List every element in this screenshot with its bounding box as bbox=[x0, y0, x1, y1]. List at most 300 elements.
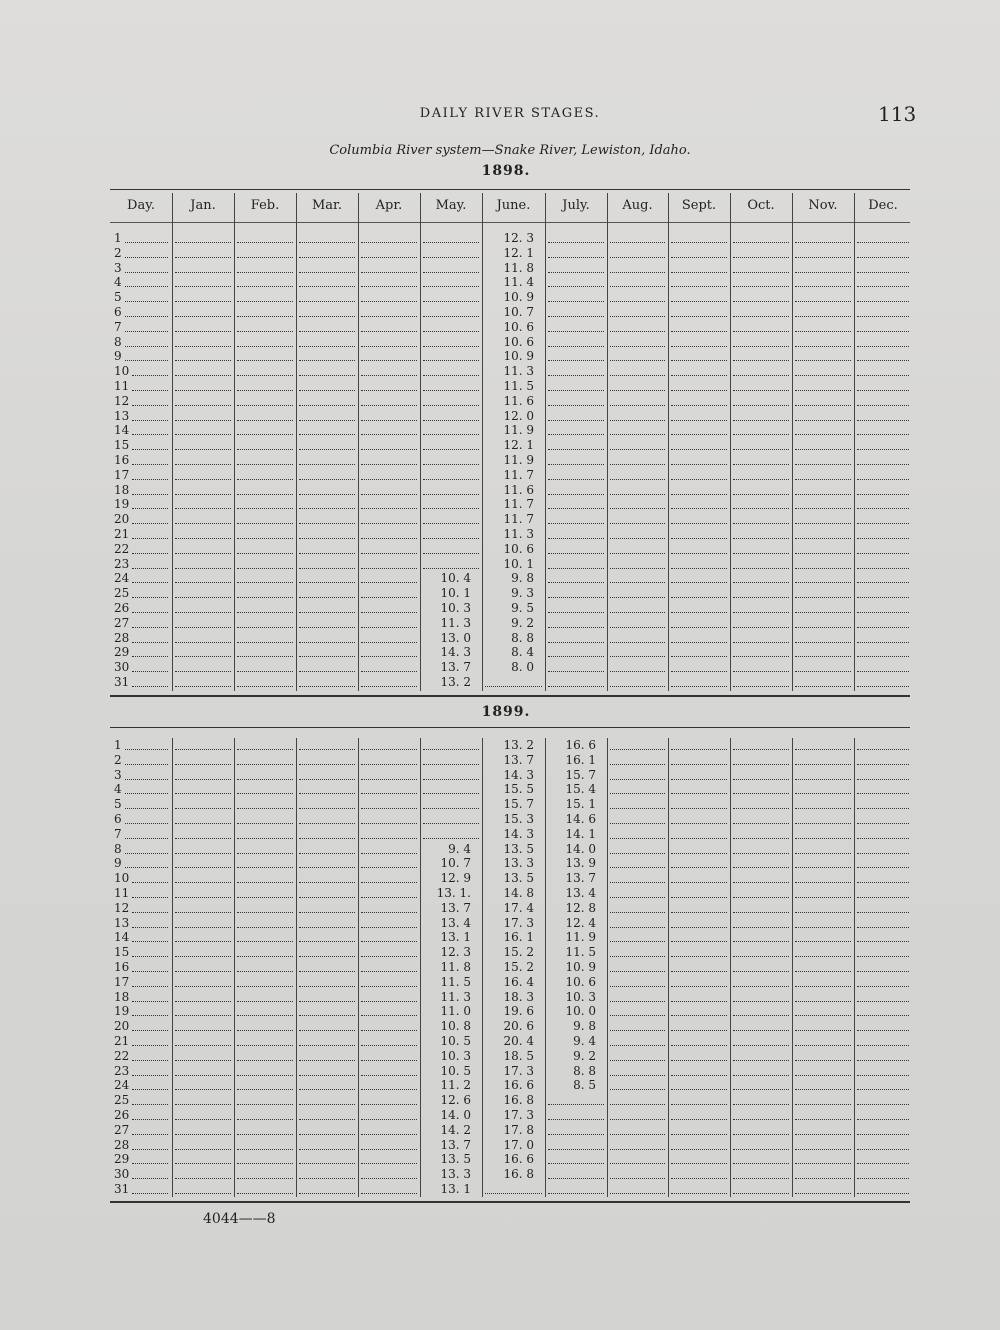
blank-entry bbox=[361, 642, 417, 643]
blank-entry bbox=[795, 1060, 851, 1061]
blank-entry bbox=[610, 779, 665, 780]
stage-value: 17. 8 bbox=[503, 1122, 534, 1137]
blank-entry bbox=[175, 897, 231, 898]
stage-value: 11. 2 bbox=[440, 1078, 471, 1093]
column-divider bbox=[668, 193, 669, 691]
blank-entry bbox=[610, 956, 665, 957]
stage-value: 17. 3 bbox=[503, 915, 534, 930]
blank-entry bbox=[795, 390, 851, 391]
leader-dots bbox=[132, 1178, 168, 1179]
column-divider bbox=[420, 193, 421, 691]
day-label: 27 bbox=[114, 1122, 130, 1137]
blank-entry bbox=[610, 764, 665, 765]
column-divider bbox=[234, 193, 235, 691]
column-divider bbox=[296, 738, 297, 1197]
leader-dots bbox=[132, 1119, 168, 1120]
blank-entry bbox=[795, 1193, 851, 1194]
blank-entry bbox=[175, 986, 231, 987]
day-label: 31 bbox=[114, 1182, 130, 1196]
blank-entry bbox=[671, 986, 727, 987]
blank-entry bbox=[857, 882, 909, 883]
blank-entry bbox=[610, 912, 665, 913]
column-header-oct: Oct. bbox=[747, 198, 775, 213]
blank-entry bbox=[299, 1149, 355, 1150]
blank-entry bbox=[610, 1134, 665, 1135]
stage-value: 12. 8 bbox=[565, 900, 596, 915]
year-heading-1898: 1898. bbox=[481, 163, 531, 179]
blank-entry bbox=[175, 671, 231, 672]
blank-entry bbox=[671, 1149, 727, 1150]
blank-entry bbox=[175, 1015, 231, 1016]
blank-entry bbox=[795, 568, 851, 569]
print-signature: 4044——8 bbox=[203, 1211, 276, 1227]
stage-value: 8. 0 bbox=[511, 660, 534, 675]
leader-dots bbox=[132, 1075, 168, 1076]
blank-entry bbox=[610, 882, 665, 883]
blank-entry bbox=[733, 360, 789, 361]
day-label: 12 bbox=[114, 900, 130, 915]
stage-value: 16. 8 bbox=[503, 1167, 534, 1182]
blank-entry bbox=[733, 375, 789, 376]
blank-entry bbox=[671, 1163, 727, 1164]
column-header-sept: Sept. bbox=[681, 198, 717, 213]
blank-entry bbox=[733, 464, 789, 465]
day-label: 26 bbox=[114, 1108, 130, 1122]
blank-entry bbox=[857, 971, 909, 972]
blank-entry bbox=[857, 671, 909, 672]
blank-entry bbox=[299, 1075, 355, 1076]
blank-entry bbox=[857, 405, 909, 406]
blank-entry bbox=[299, 301, 355, 302]
blank-entry bbox=[237, 882, 293, 883]
blank-entry bbox=[857, 242, 909, 243]
blank-entry bbox=[299, 582, 355, 583]
blank-entry bbox=[857, 286, 909, 287]
blank-entry bbox=[361, 449, 417, 450]
day-label: 29 bbox=[114, 645, 130, 660]
leader-dots bbox=[132, 1015, 168, 1016]
stage-value: 13. 1 bbox=[440, 1182, 471, 1196]
blank-entry bbox=[299, 597, 355, 598]
leader-dots bbox=[132, 597, 168, 598]
stage-value: 10. 3 bbox=[565, 989, 596, 1004]
blank-entry bbox=[671, 1178, 727, 1179]
blank-entry bbox=[857, 1119, 909, 1120]
table-top-rule bbox=[110, 727, 910, 728]
blank-entry bbox=[610, 1075, 665, 1076]
day-label: 14 bbox=[114, 930, 130, 945]
blank-entry bbox=[671, 331, 727, 332]
blank-entry bbox=[857, 434, 909, 435]
blank-entry bbox=[175, 853, 231, 854]
blank-entry bbox=[299, 331, 355, 332]
blank-entry bbox=[857, 853, 909, 854]
stage-value: 10. 6 bbox=[503, 319, 534, 334]
blank-entry bbox=[671, 612, 727, 613]
blank-entry bbox=[671, 1045, 727, 1046]
day-label: 21 bbox=[114, 1034, 130, 1048]
blank-entry bbox=[548, 494, 604, 495]
day-label: 30 bbox=[114, 1167, 130, 1182]
blank-entry bbox=[485, 686, 542, 687]
blank-entry bbox=[237, 1075, 293, 1076]
day-label: 20 bbox=[114, 512, 130, 527]
blank-entry bbox=[733, 449, 789, 450]
blank-entry bbox=[671, 523, 727, 524]
stage-value: 10. 5 bbox=[440, 1034, 471, 1048]
blank-entry bbox=[610, 257, 665, 258]
stage-value: 14. 2 bbox=[440, 1122, 471, 1137]
blank-entry bbox=[795, 1178, 851, 1179]
blank-entry bbox=[733, 612, 789, 613]
blank-entry bbox=[361, 360, 417, 361]
stage-value: 14. 1 bbox=[565, 826, 596, 841]
blank-entry bbox=[361, 464, 417, 465]
blank-entry bbox=[857, 508, 909, 509]
blank-entry bbox=[733, 346, 789, 347]
blank-entry bbox=[175, 286, 231, 287]
blank-entry bbox=[299, 316, 355, 317]
blank-entry bbox=[175, 823, 231, 824]
stage-value: 11. 3 bbox=[440, 989, 471, 1004]
blank-entry bbox=[237, 272, 293, 273]
blank-entry bbox=[299, 1001, 355, 1002]
blank-entry bbox=[548, 331, 604, 332]
blank-entry bbox=[671, 508, 727, 509]
blank-entry bbox=[361, 434, 417, 435]
blank-entry bbox=[237, 538, 293, 539]
blank-entry bbox=[610, 897, 665, 898]
stage-value: 11. 5 bbox=[503, 379, 534, 393]
blank-entry bbox=[857, 956, 909, 957]
leader-dots bbox=[125, 286, 168, 287]
blank-entry bbox=[175, 242, 231, 243]
blank-entry bbox=[857, 1001, 909, 1002]
blank-entry bbox=[361, 553, 417, 554]
blank-entry bbox=[299, 686, 355, 687]
blank-entry bbox=[857, 272, 909, 273]
blank-entry bbox=[733, 882, 789, 883]
blank-entry bbox=[795, 656, 851, 657]
stage-value: 14. 3 bbox=[503, 826, 534, 841]
leader-dots bbox=[125, 331, 168, 332]
stage-value: 13. 7 bbox=[503, 752, 534, 767]
column-header-may: May. bbox=[435, 198, 467, 213]
leader-dots bbox=[125, 346, 168, 347]
leader-dots bbox=[125, 808, 168, 809]
day-label: 1 bbox=[114, 738, 122, 752]
leader-dots bbox=[125, 301, 168, 302]
blank-entry bbox=[857, 464, 909, 465]
blank-entry bbox=[361, 568, 417, 569]
blank-entry bbox=[237, 582, 293, 583]
blank-entry bbox=[733, 823, 789, 824]
blank-entry bbox=[299, 956, 355, 957]
blank-entry bbox=[733, 941, 789, 942]
blank-entry bbox=[857, 523, 909, 524]
blank-entry bbox=[671, 1119, 727, 1120]
blank-entry bbox=[299, 882, 355, 883]
blank-entry bbox=[733, 971, 789, 972]
blank-entry bbox=[175, 331, 231, 332]
day-label: 3 bbox=[114, 767, 122, 782]
blank-entry bbox=[610, 286, 665, 287]
blank-entry bbox=[361, 286, 417, 287]
blank-entry bbox=[610, 1119, 665, 1120]
stage-value: 14. 0 bbox=[565, 841, 596, 856]
blank-entry bbox=[361, 671, 417, 672]
blank-entry bbox=[857, 1060, 909, 1061]
blank-entry bbox=[857, 420, 909, 421]
blank-entry bbox=[423, 360, 479, 361]
blank-entry bbox=[175, 597, 231, 598]
blank-entry bbox=[671, 853, 727, 854]
blank-entry bbox=[733, 853, 789, 854]
blank-entry bbox=[175, 686, 231, 687]
blank-entry bbox=[857, 1089, 909, 1090]
stage-value: 10. 3 bbox=[440, 601, 471, 615]
blank-entry bbox=[610, 360, 665, 361]
blank-entry bbox=[548, 612, 604, 613]
blank-entry bbox=[610, 612, 665, 613]
day-label: 28 bbox=[114, 630, 130, 645]
blank-entry bbox=[795, 242, 851, 243]
blank-entry bbox=[857, 375, 909, 376]
stage-value: 12. 4 bbox=[565, 915, 596, 930]
blank-entry bbox=[671, 316, 727, 317]
blank-entry bbox=[671, 838, 727, 839]
blank-entry bbox=[857, 316, 909, 317]
stage-value: 11. 6 bbox=[503, 482, 534, 497]
blank-entry bbox=[857, 749, 909, 750]
blank-entry bbox=[548, 1134, 604, 1135]
blank-entry bbox=[175, 971, 231, 972]
stage-value: 15. 5 bbox=[503, 782, 534, 797]
blank-entry bbox=[857, 360, 909, 361]
stage-value: 10. 9 bbox=[565, 960, 596, 974]
blank-entry bbox=[548, 671, 604, 672]
column-divider bbox=[854, 193, 855, 691]
column-divider bbox=[792, 738, 793, 1197]
blank-entry bbox=[857, 331, 909, 332]
blank-entry bbox=[733, 1134, 789, 1135]
blank-entry bbox=[175, 1104, 231, 1105]
blank-entry bbox=[423, 823, 479, 824]
blank-entry bbox=[671, 897, 727, 898]
blank-entry bbox=[610, 494, 665, 495]
stage-value: 11. 7 bbox=[503, 467, 534, 482]
stage-value: 14. 6 bbox=[565, 812, 596, 826]
blank-entry bbox=[237, 986, 293, 987]
blank-entry bbox=[299, 375, 355, 376]
stage-value: 13. 7 bbox=[440, 1137, 471, 1152]
stage-value: 20. 4 bbox=[503, 1034, 534, 1048]
column-header-july: July. bbox=[562, 198, 590, 213]
blank-entry bbox=[175, 523, 231, 524]
stage-value: 13. 0 bbox=[440, 630, 471, 645]
blank-entry bbox=[299, 508, 355, 509]
day-label: 4 bbox=[114, 782, 122, 797]
blank-entry bbox=[361, 538, 417, 539]
blank-entry bbox=[175, 749, 231, 750]
blank-entry bbox=[857, 1104, 909, 1105]
blank-entry bbox=[361, 1119, 417, 1120]
blank-entry bbox=[237, 897, 293, 898]
stage-value: 10. 7 bbox=[440, 856, 471, 871]
leader-dots bbox=[132, 449, 168, 450]
day-label: 26 bbox=[114, 601, 130, 615]
stage-value: 15. 4 bbox=[565, 782, 596, 797]
blank-entry bbox=[671, 242, 727, 243]
blank-entry bbox=[361, 508, 417, 509]
blank-entry bbox=[237, 405, 293, 406]
blank-entry bbox=[423, 301, 479, 302]
blank-entry bbox=[361, 627, 417, 628]
blank-entry bbox=[795, 764, 851, 765]
blank-entry bbox=[361, 793, 417, 794]
blank-entry bbox=[175, 1075, 231, 1076]
blank-entry bbox=[610, 838, 665, 839]
blank-entry bbox=[361, 823, 417, 824]
column-header-apr: Apr. bbox=[375, 198, 403, 213]
blank-entry bbox=[671, 479, 727, 480]
stage-value: 17. 3 bbox=[503, 1063, 534, 1078]
blank-entry bbox=[361, 656, 417, 657]
blank-entry bbox=[237, 286, 293, 287]
day-label: 2 bbox=[114, 752, 122, 767]
stage-value: 11. 9 bbox=[503, 453, 534, 467]
stage-value: 13. 5 bbox=[440, 1152, 471, 1167]
blank-entry bbox=[423, 257, 479, 258]
blank-entry bbox=[610, 1001, 665, 1002]
blank-entry bbox=[733, 1163, 789, 1164]
blank-entry bbox=[299, 867, 355, 868]
blank-entry bbox=[175, 941, 231, 942]
blank-entry bbox=[733, 627, 789, 628]
blank-entry bbox=[610, 1178, 665, 1179]
blank-entry bbox=[299, 853, 355, 854]
blank-entry bbox=[733, 1060, 789, 1061]
blank-entry bbox=[610, 272, 665, 273]
day-label: 17 bbox=[114, 467, 130, 482]
table-bottom-rule bbox=[110, 695, 910, 697]
leader-dots bbox=[132, 1030, 168, 1031]
blank-entry bbox=[237, 331, 293, 332]
blank-entry bbox=[423, 375, 479, 376]
blank-entry bbox=[175, 793, 231, 794]
blank-entry bbox=[548, 272, 604, 273]
leader-dots bbox=[132, 656, 168, 657]
blank-entry bbox=[299, 1119, 355, 1120]
blank-entry bbox=[423, 286, 479, 287]
blank-entry bbox=[361, 1089, 417, 1090]
blank-entry bbox=[548, 508, 604, 509]
blank-entry bbox=[548, 360, 604, 361]
column-header-aug: Aug. bbox=[622, 198, 653, 213]
blank-entry bbox=[795, 257, 851, 258]
day-label: 22 bbox=[114, 1048, 130, 1063]
blank-entry bbox=[795, 494, 851, 495]
blank-entry bbox=[361, 779, 417, 780]
stage-value: 10. 8 bbox=[440, 1019, 471, 1034]
blank-entry bbox=[671, 808, 727, 809]
leader-dots bbox=[132, 508, 168, 509]
blank-entry bbox=[237, 494, 293, 495]
blank-entry bbox=[237, 867, 293, 868]
blank-entry bbox=[423, 242, 479, 243]
blank-entry bbox=[795, 808, 851, 809]
blank-entry bbox=[237, 971, 293, 972]
blank-entry bbox=[237, 956, 293, 957]
blank-entry bbox=[548, 597, 604, 598]
blank-entry bbox=[237, 553, 293, 554]
blank-entry bbox=[423, 346, 479, 347]
blank-entry bbox=[857, 449, 909, 450]
blank-entry bbox=[175, 1089, 231, 1090]
blank-entry bbox=[733, 1015, 789, 1016]
blank-entry bbox=[299, 568, 355, 569]
blank-entry bbox=[175, 1001, 231, 1002]
stage-value: 16. 1 bbox=[565, 752, 596, 767]
blank-entry bbox=[671, 464, 727, 465]
blank-entry bbox=[175, 582, 231, 583]
blank-entry bbox=[175, 627, 231, 628]
blank-entry bbox=[361, 1134, 417, 1135]
stage-value: 15. 1 bbox=[565, 797, 596, 812]
column-header-day: Day. bbox=[127, 198, 155, 213]
blank-entry bbox=[237, 627, 293, 628]
blank-entry bbox=[671, 1075, 727, 1076]
blank-entry bbox=[795, 523, 851, 524]
blank-entry bbox=[795, 838, 851, 839]
day-label: 17 bbox=[114, 974, 130, 989]
stage-value: 13. 4 bbox=[565, 886, 596, 900]
blank-entry bbox=[795, 582, 851, 583]
blank-entry bbox=[299, 793, 355, 794]
blank-entry bbox=[671, 272, 727, 273]
blank-entry bbox=[671, 494, 727, 495]
blank-entry bbox=[733, 671, 789, 672]
blank-entry bbox=[175, 568, 231, 569]
blank-entry bbox=[857, 597, 909, 598]
blank-entry bbox=[361, 612, 417, 613]
blank-entry bbox=[671, 867, 727, 868]
blank-entry bbox=[361, 867, 417, 868]
blank-entry bbox=[671, 1001, 727, 1002]
blank-entry bbox=[795, 597, 851, 598]
blank-entry bbox=[548, 242, 604, 243]
blank-entry bbox=[175, 508, 231, 509]
column-divider bbox=[172, 738, 173, 1197]
day-label: 18 bbox=[114, 989, 130, 1004]
blank-entry bbox=[175, 434, 231, 435]
blank-entry bbox=[485, 1193, 542, 1194]
blank-entry bbox=[237, 346, 293, 347]
blank-entry bbox=[423, 405, 479, 406]
blank-entry bbox=[237, 420, 293, 421]
stage-value: 9. 4 bbox=[448, 841, 471, 856]
blank-entry bbox=[548, 286, 604, 287]
leader-dots bbox=[132, 1089, 168, 1090]
blank-entry bbox=[237, 1149, 293, 1150]
leader-dots bbox=[132, 956, 168, 957]
blank-entry bbox=[423, 331, 479, 332]
blank-entry bbox=[237, 779, 293, 780]
blank-entry bbox=[610, 553, 665, 554]
blank-entry bbox=[361, 1104, 417, 1105]
blank-entry bbox=[795, 553, 851, 554]
blank-entry bbox=[671, 882, 727, 883]
